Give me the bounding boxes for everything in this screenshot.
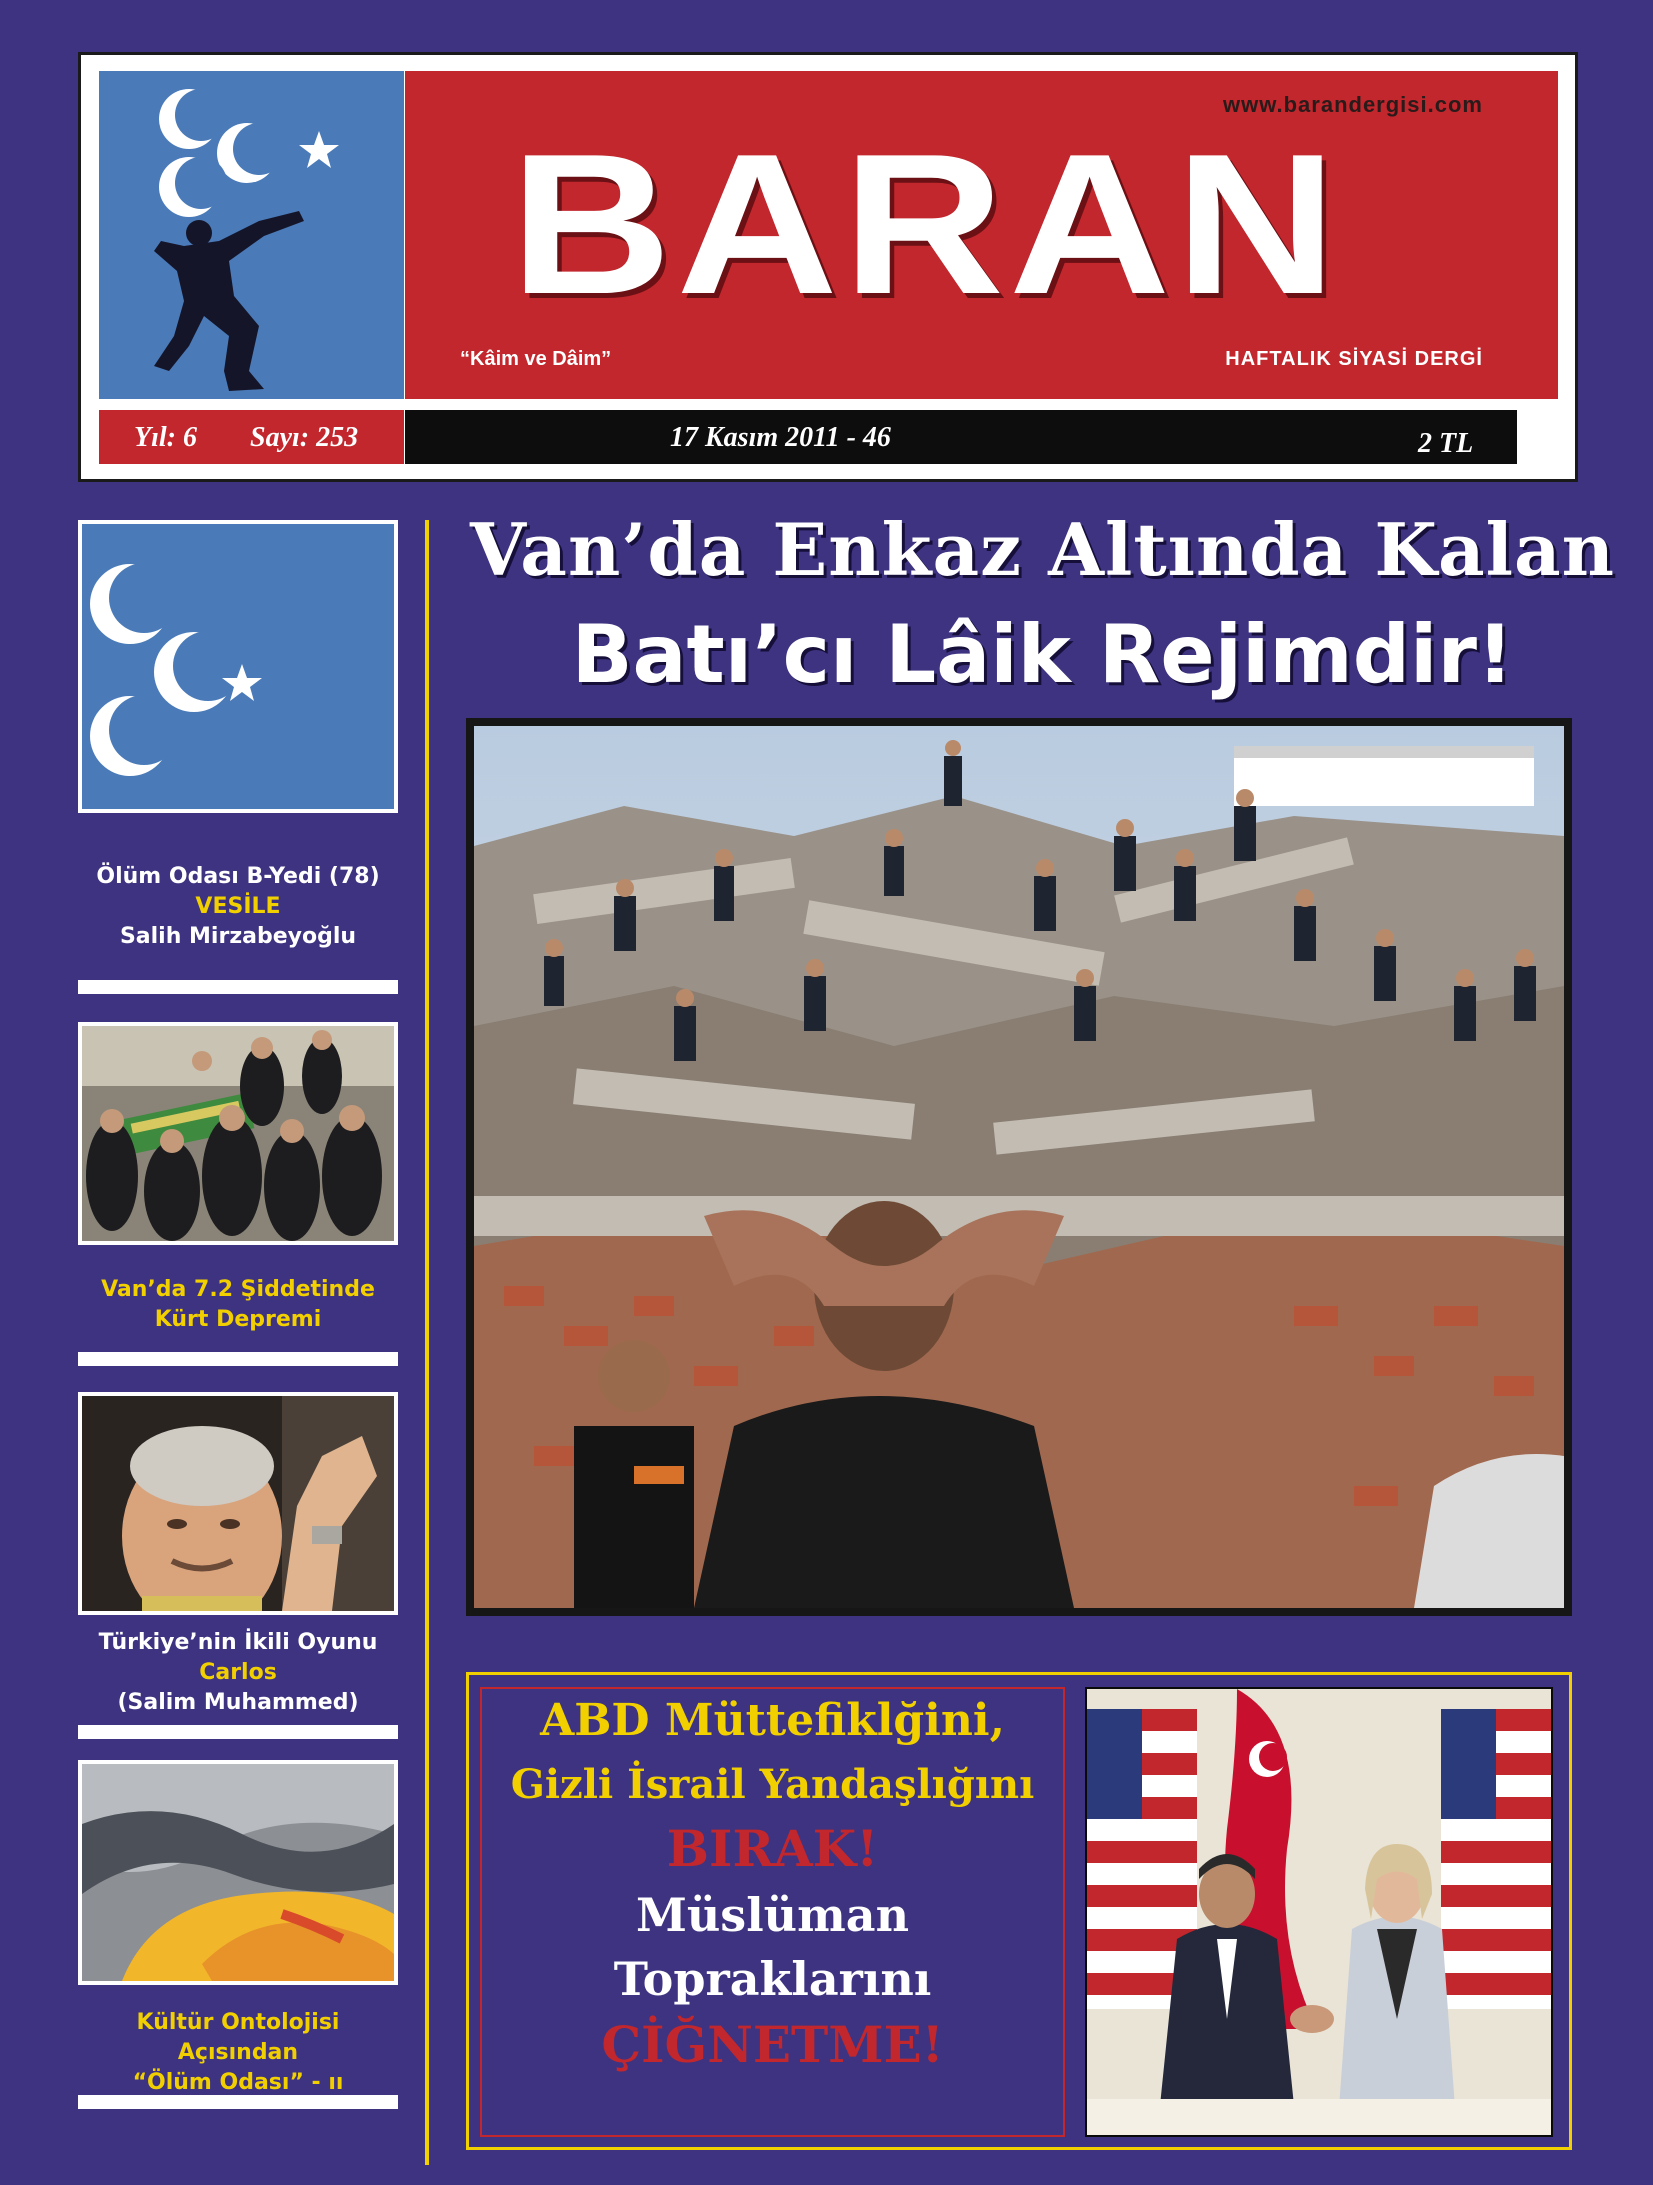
diplomats-photo[interactable] bbox=[1085, 1687, 1553, 2137]
sidebar-separator bbox=[78, 1725, 398, 1739]
story-title: Kültür Ontolojisi Açısından bbox=[136, 2010, 340, 2065]
portrait-image bbox=[82, 1396, 394, 1611]
story-subtitle: “Ölüm Odası” - ıı bbox=[132, 2070, 344, 2095]
sidebar-story-carlos[interactable] bbox=[78, 1628, 398, 1718]
date-bar bbox=[405, 410, 1517, 464]
stone-thrower-silhouette-icon bbox=[99, 71, 404, 399]
crescent-flag-icon bbox=[82, 524, 394, 809]
feature-line-3: BIRAK! bbox=[666, 1819, 879, 1878]
issue-number: Sayı: 253 bbox=[250, 422, 359, 453]
issue-date: 17 Kasım 2011 - 46 bbox=[670, 422, 891, 453]
abstract-painting bbox=[82, 1764, 394, 1981]
story-highlight: VESİLE bbox=[195, 894, 281, 919]
earthquake-photo[interactable] bbox=[466, 718, 1572, 1616]
sidebar-story-earthquake[interactable] bbox=[78, 1275, 398, 1335]
sidebar-separator bbox=[78, 2095, 398, 2109]
funeral-photo[interactable] bbox=[78, 1022, 398, 1245]
logo-emblem bbox=[99, 71, 404, 399]
headline-line-1: Van’da Enkaz Altında Kalan bbox=[470, 507, 1615, 592]
headline-line-2: Batı’cı Lâik Rejimdir! bbox=[571, 608, 1514, 701]
sidebar-separator bbox=[78, 980, 398, 994]
sidebar-story-vesile[interactable] bbox=[78, 862, 398, 952]
story-title: Ölüm Odası B-Yedi (78) bbox=[96, 864, 380, 889]
story-title: Van’da 7.2 Şiddetinde bbox=[101, 1277, 375, 1302]
year-label: Yıl: 6 bbox=[134, 422, 197, 453]
story-subtitle: (Salim Muhammed) bbox=[117, 1690, 359, 1715]
column-divider bbox=[425, 520, 429, 2165]
feature-line-1: ABD Müttefiklğini, bbox=[540, 1695, 1005, 1746]
sidebar-story-culture[interactable] bbox=[78, 2008, 398, 2098]
story-subtitle: Kürt Depremi bbox=[154, 1307, 322, 1332]
story-highlight: Carlos bbox=[199, 1660, 277, 1685]
carlos-photo[interactable] bbox=[78, 1392, 398, 1615]
feature-line-6: ÇİĞNETME! bbox=[601, 2015, 944, 2074]
feature-line-4: Müslüman bbox=[635, 1888, 910, 1942]
diplomats-image bbox=[1087, 1689, 1551, 2135]
brand-title: BARAN bbox=[510, 113, 1342, 336]
motto: “Kâim ve Dâim” bbox=[460, 348, 612, 370]
story-title: Türkiye’nin İkili Oyunu bbox=[98, 1630, 378, 1655]
flag-card bbox=[78, 520, 398, 813]
funeral-image bbox=[82, 1026, 394, 1241]
feature-line-5: Topraklarını bbox=[613, 1952, 932, 2006]
story-author: Salih Mirzabeyoğlu bbox=[119, 924, 357, 949]
earthquake-rubble-image bbox=[474, 726, 1564, 1608]
price: 2 TL bbox=[1418, 428, 1474, 459]
painting-image[interactable] bbox=[78, 1760, 398, 1985]
sidebar-separator bbox=[78, 1352, 398, 1366]
tagline: HAFTALIK SİYASİ DERGİ bbox=[1225, 348, 1483, 370]
site-url[interactable]: www.barandergisi.com bbox=[1222, 92, 1483, 117]
feature-line-2: Gizli İsrail Yandaşlığını bbox=[510, 1761, 1035, 1808]
